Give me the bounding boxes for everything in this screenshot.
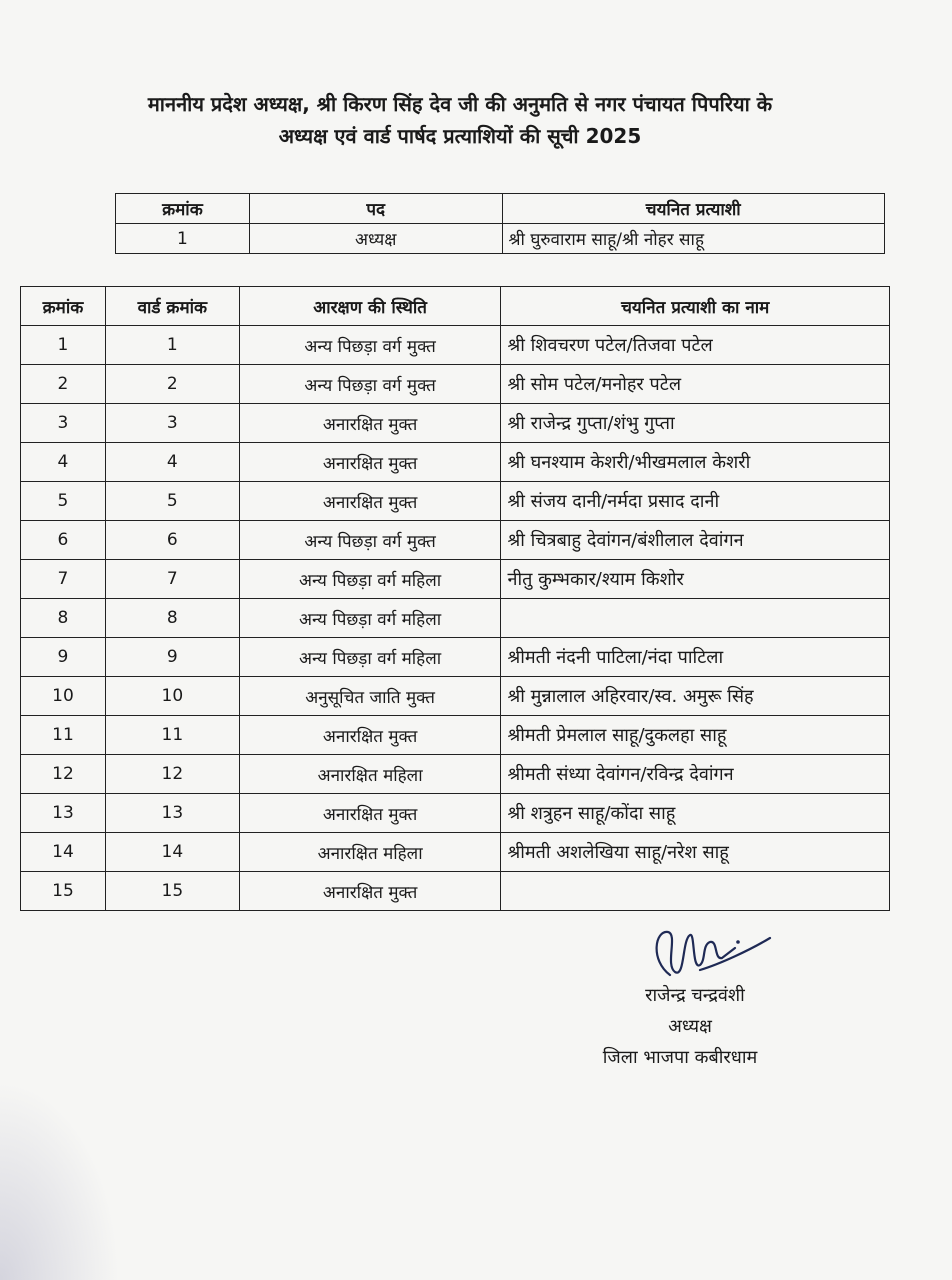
cell-sno: 6 [21, 521, 106, 560]
table-row [21, 638, 890, 677]
header-ward: वार्ड क्रमांक [105, 287, 239, 326]
cell-sno: 7 [21, 560, 106, 599]
cell-reservation: अनारक्षित महिला [239, 755, 501, 794]
cell-sno: 4 [21, 443, 106, 482]
cell-candidate: श्री चित्रबाहु देवांगन/बंशीलाल देवांगन [501, 521, 890, 560]
president-table-header [116, 194, 885, 224]
cell-reservation: अन्य पिछड़ा वर्ग मुक्त [239, 521, 501, 560]
cell-ward: 2 [105, 365, 239, 404]
cell-sno: 1 [21, 326, 106, 365]
table-row [21, 560, 890, 599]
cell-reservation: अनुसूचित जाति मुक्त [239, 677, 501, 716]
cell-ward: 7 [105, 560, 239, 599]
cell-ward: 12 [105, 755, 239, 794]
table-row [21, 677, 890, 716]
table-row [21, 482, 890, 521]
table-row [21, 872, 890, 911]
cell-candidate: श्री संजय दानी/नर्मदा प्रसाद दानी [501, 482, 890, 521]
cell-ward: 1 [105, 326, 239, 365]
cell-ward: 5 [105, 482, 239, 521]
photo-shadow [0, 1080, 120, 1280]
ward-table-header [21, 287, 890, 326]
title-line-2: अध्यक्ष एवं वार्ड पार्षद प्रत्याशियों की सूची 2025 [278, 124, 642, 148]
cell-candidate: श्री राजेन्द्र गुप्ता/शंभु गुप्ता [501, 404, 890, 443]
cell-candidate [501, 599, 890, 638]
header-sno: क्रमांक [116, 194, 250, 224]
title-line-1: माननीय प्रदेश अध्यक्ष, श्री किरण सिंह देव जी की अनुमति से नगर पंचायत पिपरिया के [147, 92, 773, 116]
president-table [115, 193, 885, 254]
cell-sno: 8 [21, 599, 106, 638]
cell-ward: 3 [105, 404, 239, 443]
cell-candidate: श्री मुन्नालाल अहिरवार/स्व. अमुरू सिंह [501, 677, 890, 716]
cell-candidate: श्री सोम पटेल/मनोहर पटेल [501, 365, 890, 404]
signatory-organization: जिला भाजपा कबीरधाम [602, 1047, 758, 1068]
cell-reservation: अन्य पिछड़ा वर्ग मुक्त [239, 326, 501, 365]
cell-sno: 2 [21, 365, 106, 404]
cell-sno: 11 [21, 716, 106, 755]
cell-reservation: अनारक्षित मुक्त [239, 716, 501, 755]
cell-sno: 9 [21, 638, 106, 677]
cell-candidate: नीतु कुम्भकार/श्याम किशोर [501, 560, 890, 599]
cell-reservation: अनारक्षित मुक्त [239, 872, 501, 911]
cell-sno: 1 [116, 224, 250, 254]
table-row [21, 521, 890, 560]
signatory-block [560, 980, 860, 1073]
cell-reservation: अन्य पिछड़ा वर्ग महिला [239, 560, 501, 599]
table-row [21, 755, 890, 794]
cell-ward: 11 [105, 716, 239, 755]
cell-sno: 15 [21, 872, 106, 911]
cell-candidate: श्री घुरुवाराम साहू/श्री नोहर साहू [502, 224, 885, 254]
cell-sno: 12 [21, 755, 106, 794]
cell-reservation: अन्य पिछड़ा वर्ग महिला [239, 638, 501, 677]
cell-sno: 3 [21, 404, 106, 443]
table-row [21, 599, 890, 638]
cell-ward: 8 [105, 599, 239, 638]
cell-reservation: अनारक्षित महिला [239, 833, 501, 872]
cell-ward: 15 [105, 872, 239, 911]
cell-ward: 13 [105, 794, 239, 833]
cell-reservation: अनारक्षित मुक्त [239, 404, 501, 443]
ward-table [20, 286, 890, 911]
table-row [21, 716, 890, 755]
cell-candidate: श्रीमती प्रेमलाल साहू/दुकलहा साहू [501, 716, 890, 755]
cell-reservation: अनारक्षित मुक्त [239, 443, 501, 482]
cell-sno: 10 [21, 677, 106, 716]
cell-ward: 10 [105, 677, 239, 716]
cell-candidate: श्रीमती नंदनी पाटिला/नंदा पाटिला [501, 638, 890, 677]
cell-candidate: श्रीमती संध्या देवांगन/रविन्द्र देवांगन [501, 755, 890, 794]
cell-reservation: अनारक्षित मुक्त [239, 794, 501, 833]
cell-candidate: श्रीमती अशलेखिया साहू/नरेश साहू [501, 833, 890, 872]
table-row [21, 404, 890, 443]
signatory-name: राजेन्द्र चन्द्रवंशी [645, 985, 745, 1006]
header-post: पद [249, 194, 502, 224]
cell-ward: 14 [105, 833, 239, 872]
signatory-designation: अध्यक्ष [668, 1016, 712, 1037]
table-row [21, 443, 890, 482]
cell-ward: 6 [105, 521, 239, 560]
table-row [116, 224, 885, 254]
table-row [21, 365, 890, 404]
document-title [30, 88, 890, 152]
header-candidate: चयनित प्रत्याशी का नाम [501, 287, 890, 326]
header-candidate: चयनित प्रत्याशी [502, 194, 885, 224]
header-sno: क्रमांक [21, 287, 106, 326]
cell-reservation: अनारक्षित मुक्त [239, 482, 501, 521]
table-row [21, 833, 890, 872]
cell-reservation: अन्य पिछड़ा वर्ग मुक्त [239, 365, 501, 404]
table-row [21, 326, 890, 365]
cell-post: अध्यक्ष [249, 224, 502, 254]
cell-reservation: अन्य पिछड़ा वर्ग महिला [239, 599, 501, 638]
cell-candidate [501, 872, 890, 911]
header-reservation: आरक्षण की स्थिति [239, 287, 501, 326]
cell-ward: 9 [105, 638, 239, 677]
cell-candidate: श्री शिवचरण पटेल/तिजवा पटेल [501, 326, 890, 365]
cell-sno: 14 [21, 833, 106, 872]
cell-sno: 5 [21, 482, 106, 521]
cell-candidate: श्री घनश्याम केशरी/भीखमलाल केशरी [501, 443, 890, 482]
cell-sno: 13 [21, 794, 106, 833]
table-row [21, 794, 890, 833]
cell-candidate: श्री शत्रुहन साहू/कोंदा साहू [501, 794, 890, 833]
cell-ward: 4 [105, 443, 239, 482]
